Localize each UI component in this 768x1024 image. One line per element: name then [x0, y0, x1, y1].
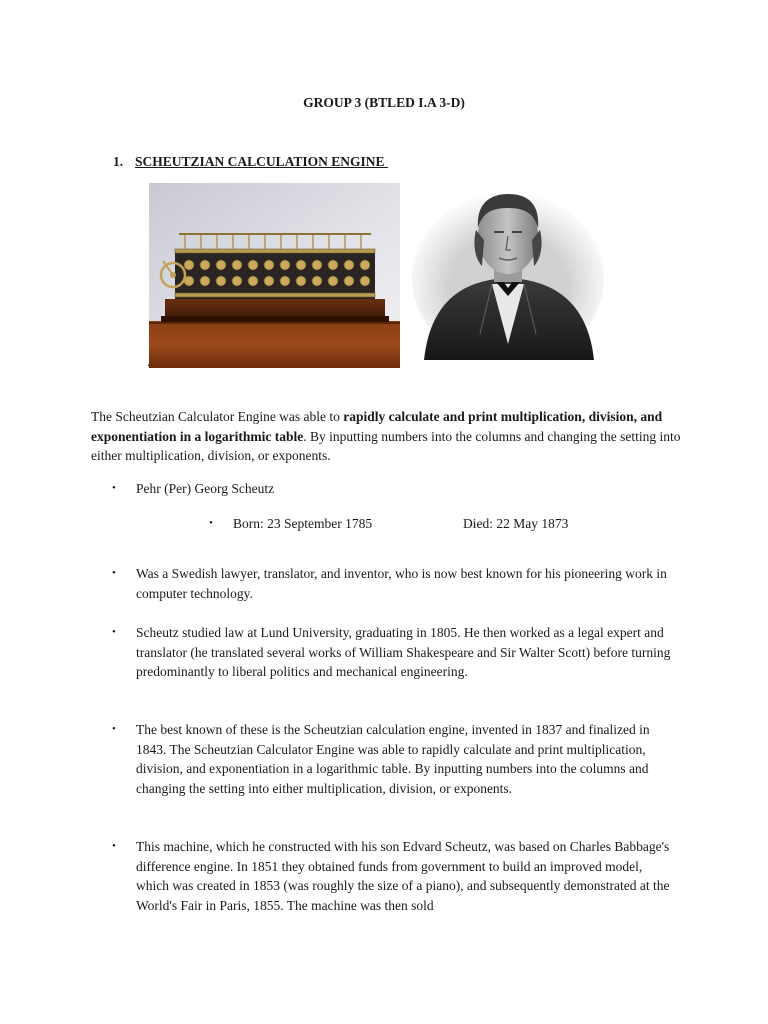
section-heading	[113, 152, 388, 172]
list-item-text: Pehr (Per) Georg Scheutz	[136, 481, 275, 496]
intro-text-start: The Scheutzian Calculator Engine was able to	[91, 409, 344, 424]
section-heading-text: SCHEUTZIAN CALCULATION ENGINE	[135, 154, 388, 169]
list-item	[112, 479, 672, 499]
died-date: Died: 22 May 1873	[463, 516, 569, 531]
intro-text-end: . By inputting numbers into the columns and changing the setting into either multiplication, division, or exponents.	[91, 428, 681, 463]
intro-emphasis: rapidly calculate and print multiplication, division, and exponentiation in a logarithmic table	[91, 409, 663, 444]
bullet-glyph: •	[209, 517, 213, 529]
bullet-glyph: •	[112, 567, 116, 579]
list-item-text: Scheutz studied law at Lund University, graduating in 1805. He then worked as a legal expert and translator (he translated several works of William Shakespeare and Sir Walter Scott) before turning predominantly to liberal politics and mechanical engineering.	[136, 625, 671, 679]
list-item-text: This machine, which he constructed with his son Edvard Scheutz, was based on Charles Babbage's difference engine. In 1851 they obtained funds from government to build an improved model, which was created in 1853 (was roughly the size of a piano), and subsequently demonstrated at the World's Fair in Paris, 1855. The machine was then sold	[136, 839, 670, 913]
list-item	[112, 623, 672, 682]
list-item-text: Was a Swedish lawyer, translator, and inventor, who is now best known for his pioneering work in computer technology.	[136, 566, 667, 601]
bullet-glyph: •	[112, 840, 116, 852]
bullet-glyph: •	[112, 723, 116, 735]
section-number: 1.	[113, 154, 124, 169]
intro-paragraph	[91, 407, 691, 466]
list-item	[112, 564, 672, 603]
document-title: GROUP 3 (BTLED I.A 3-D)	[303, 95, 465, 110]
list-item	[112, 720, 672, 798]
bullet-glyph: •	[112, 626, 116, 638]
scheutz-portrait	[410, 184, 606, 360]
list-item-text: The best known of these is the Scheutzian calculation engine, invented in 1837 and finalized in 1843. The Scheutzian Calculator Engine was able to rapidly calculate and print multiplication, division, and exponentiation in a logarithmic table. By inputting numbers into the columns and changing the setting into either multiplication, division, or exponents.	[136, 722, 650, 796]
calculation-engine-photo	[149, 183, 400, 368]
stray-punctuation: .	[147, 354, 151, 369]
bullet-glyph: •	[112, 482, 116, 494]
list-item	[112, 837, 672, 915]
born-date: Born: 23 September 1785	[233, 516, 373, 531]
